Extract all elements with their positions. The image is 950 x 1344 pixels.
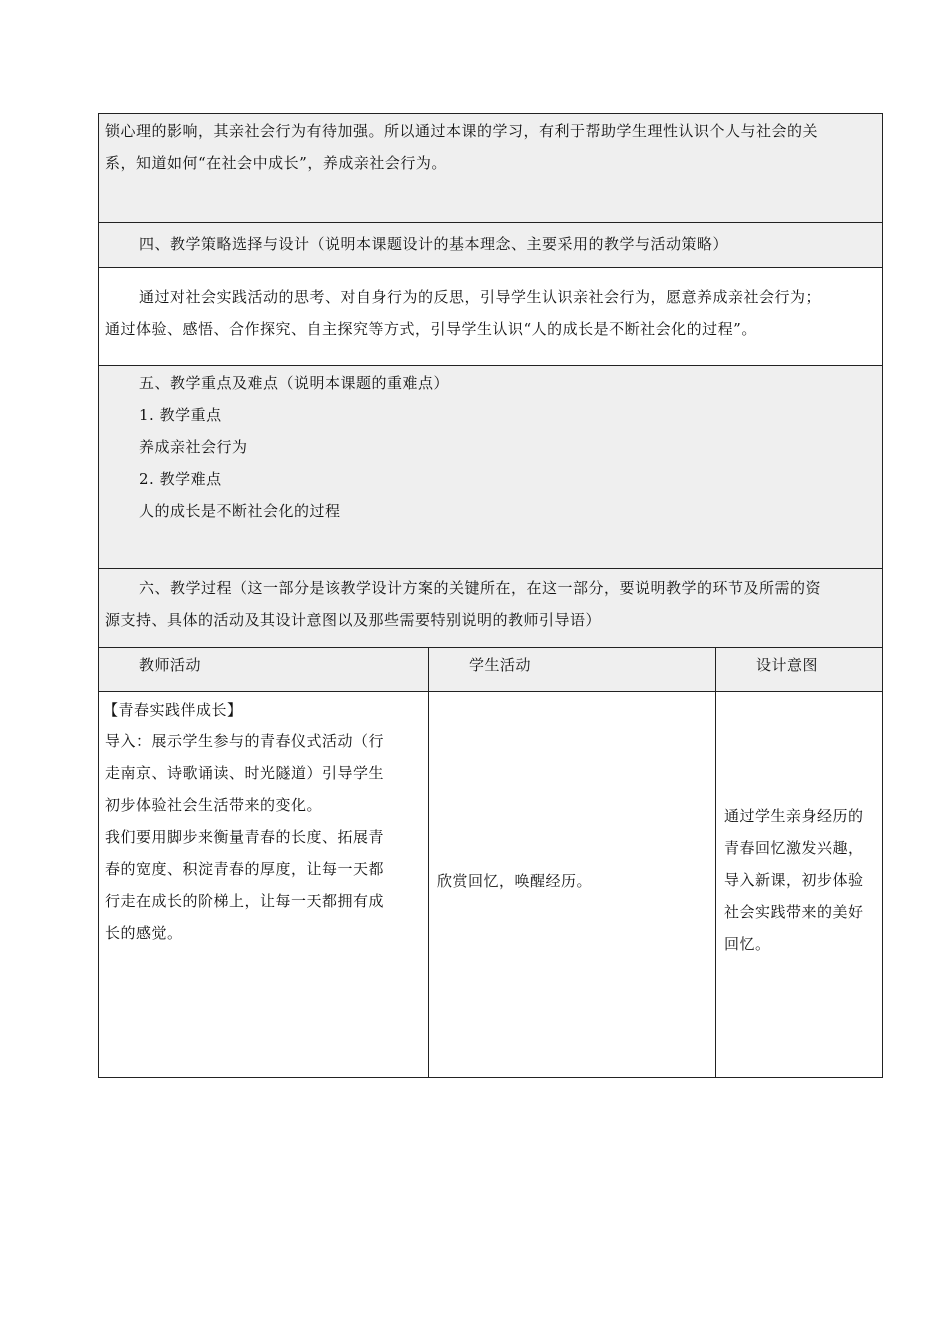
section6-line-1: 六、教学过程（这一部分是该教学设计方案的关键所在，在这一部分，要说明教学的环节及所需的资 bbox=[139, 579, 822, 597]
teacher-line-8: 长的感觉。 bbox=[105, 924, 183, 942]
intent-line-1: 通过学生亲身经历的 bbox=[724, 807, 864, 825]
section5-item-1: 1. 教学重点 bbox=[139, 406, 222, 424]
teacher-line-1: 【青春实践伴成长】 bbox=[103, 701, 243, 719]
teacher-activity-cell bbox=[98, 691, 429, 1078]
intro-section bbox=[98, 113, 883, 223]
intent-line-3: 导入新课，初步体验 bbox=[724, 871, 864, 889]
section5-heading: 五、教学重点及难点（说明本课题的重难点） bbox=[139, 374, 450, 392]
table-header-intent bbox=[715, 647, 883, 692]
header-teacher-label: 教师活动 bbox=[139, 656, 202, 674]
table-header-teacher bbox=[98, 647, 429, 692]
intent-line-2: 青春回忆激发兴趣， bbox=[724, 839, 864, 857]
section5-item-4: 人的成长是不断社会化的过程 bbox=[139, 502, 341, 520]
section6-heading-cell bbox=[98, 568, 883, 648]
intent-line-5: 回忆。 bbox=[724, 935, 771, 953]
teacher-line-2: 导入：展示学生参与的青春仪式活动（行 bbox=[105, 732, 385, 750]
section5 bbox=[98, 365, 883, 569]
teacher-line-5: 我们要用脚步来衡量青春的长度、拓展青 bbox=[105, 828, 385, 846]
teacher-line-4: 初步体验社会生活带来的变化。 bbox=[105, 796, 323, 814]
header-intent-label: 设计意图 bbox=[756, 656, 819, 674]
table-header-student bbox=[428, 647, 716, 692]
teacher-line-6: 春的宽度、积淀青春的厚度，让每一天都 bbox=[105, 860, 385, 878]
student-activity-text: 欣赏回忆，唤醒经历。 bbox=[437, 872, 593, 890]
section4-heading: 四、教学策略选择与设计（说明本课题设计的基本理念、主要采用的教学与活动策略） bbox=[139, 235, 729, 253]
section6-line-2: 源支持、具体的活动及其设计意图以及那些需要特别说明的教师引导语） bbox=[105, 611, 602, 629]
section5-item-3: 2. 教学难点 bbox=[139, 470, 222, 488]
intro-line-2: 系，知道如何“在社会中成长”，养成亲社会行为。 bbox=[105, 154, 447, 172]
section4-body bbox=[98, 267, 883, 366]
student-activity-cell bbox=[428, 691, 716, 1078]
teacher-line-7: 行走在成长的阶梯上，让每一天都拥有成 bbox=[105, 892, 385, 910]
design-intent-cell bbox=[715, 691, 883, 1078]
header-student-label: 学生活动 bbox=[469, 656, 532, 674]
section5-item-2: 养成亲社会行为 bbox=[139, 438, 248, 456]
teacher-line-3: 走南京、诗歌诵读、时光隧道）引导学生 bbox=[105, 764, 385, 782]
intro-line-1: 锁心理的影响，其亲社会行为有待加强。所以通过本课的学习，有利于帮助学生理性认识个人与社会的关 bbox=[105, 122, 819, 140]
section4-line-2: 通过体验、感悟、合作探究、自主探究等方式，引导学生认识“人的成长是不断社会化的过程”。 bbox=[105, 320, 757, 338]
intent-line-4: 社会实践带来的美好 bbox=[724, 903, 864, 921]
section4-line-1: 通过对社会实践活动的思考、对自身行为的反思，引导学生认识亲社会行为，愿意养成亲社会行为； bbox=[139, 288, 822, 306]
section4-heading-cell bbox=[98, 222, 883, 268]
